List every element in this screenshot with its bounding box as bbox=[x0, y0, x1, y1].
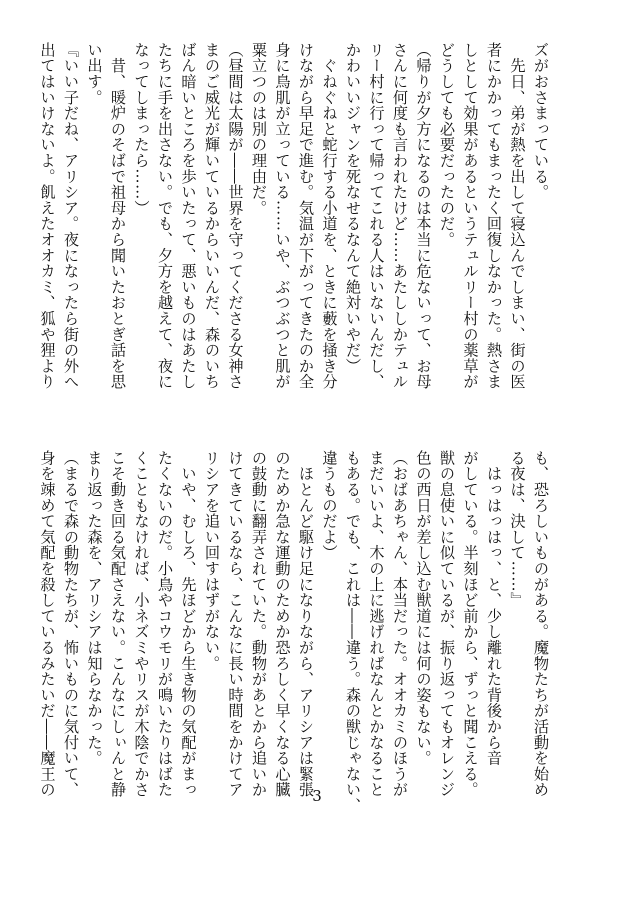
text-line: 『いい子だね、アリシア。夜になったら街の外へ bbox=[62, 42, 80, 390]
text-line: 身に鳥肌が立っている……いや、ぶつぶつと肌が bbox=[273, 42, 292, 390]
text-line: たちに手を出さない。でも、夕方を越えて、夜に bbox=[156, 42, 174, 390]
text-line: 色の西日が差し込む獣道には何の姿もない。 bbox=[414, 450, 433, 766]
text-line: ズがおさまっている。 bbox=[532, 42, 550, 200]
text-line: なってしまったら……） bbox=[132, 42, 151, 216]
text-line: がしている。半刻ほど前から、ずっと聞こえる。 bbox=[461, 450, 480, 798]
text-line: （おばあちゃん、本当だった。オオカミのほうが bbox=[391, 450, 409, 798]
text-line: 獣の息使いに似ているが、振り返ってもオレンジ bbox=[438, 450, 456, 798]
text-line: い出す。 bbox=[85, 42, 104, 106]
text-line: はっはっはっ、と、少し離れた背後から音 bbox=[485, 450, 503, 766]
text-line: （昼間は太陽が――世界を守ってくださる女神さ bbox=[226, 42, 245, 390]
text-line: の鼓動に翻弄されていた。動物があとから追いか bbox=[250, 450, 268, 798]
text-line: どうしても必要だったのだ。 bbox=[438, 42, 456, 248]
text-line: リシアを追い回すはずがない。 bbox=[203, 450, 221, 672]
text-line: まのご威光が輝いているからいいんだ、森のいち bbox=[203, 42, 221, 390]
text-line: たくないのだ。小鳥やコウモリが鳴いたりはばた bbox=[156, 450, 174, 798]
text-line: （帰りが夕方になるのは本当に危ないって、お母 bbox=[414, 42, 433, 390]
text-line: 先日、弟が熱を出して寝込んでしまい、街の医 bbox=[508, 42, 527, 390]
text-line: かわいいジャンを死なせるなんて絶対いやだ） bbox=[344, 42, 362, 374]
text-line: まだいいよ、木の上に逃げればなんとかなること bbox=[367, 450, 386, 798]
text-line: 者にかかってもまったく回復しなかった。熱さま bbox=[485, 42, 503, 390]
text-line: 粟立つのは別の理由だ。 bbox=[250, 42, 268, 216]
text-line: 昔、暖炉のそばで祖母から聞いたおとぎ話を思 bbox=[109, 42, 127, 390]
text-line: （まるで森の動物たちが、怖いものに気付いて、 bbox=[62, 450, 80, 798]
text-line: ぐねぐねと蛇行する小道を、ときに藪を掻き分 bbox=[320, 42, 339, 390]
text-line: リー村に行って帰ってこれる人はいないんだし、 bbox=[367, 42, 386, 390]
text-line: 違うものだよ） bbox=[320, 450, 339, 561]
text-line: さんに何度も言われたけど……あたししかテュル bbox=[391, 42, 409, 390]
text-line: くこともなければ、小ネズミやリスが木陰でかさ bbox=[132, 450, 151, 798]
text-line: のためか急な運動のためか恐ろしく早くなる心臓 bbox=[273, 450, 292, 798]
text-line: けてきているなら、こんなに長い時間をかけてア bbox=[226, 450, 245, 798]
text-line: る夜は、決して……』 bbox=[508, 450, 527, 608]
text-line: ほとんど駆け足になりながら、アリシアは緊張 bbox=[297, 450, 315, 798]
page-number: 3 bbox=[312, 787, 322, 805]
lower-text-block bbox=[38, 450, 552, 814]
text-line: も、恐ろしいものがある。魔物たちが活動を始め bbox=[532, 450, 550, 798]
text-line: 出てはいけないよ。飢えたオオカミ、狐や狸より bbox=[38, 42, 57, 390]
text-line: いや、むしろ、先ほどから生き物の気配がまっ bbox=[179, 450, 198, 798]
text-line: けながら早足で進む。気温が下がってきたのか全 bbox=[297, 42, 315, 390]
upper-text-block bbox=[38, 42, 552, 394]
text-line: ばん暗いところを歩いたって、悪いものはあたし bbox=[179, 42, 198, 390]
text-line: こそ動き回る気配さえない。こんなにしぃんと静 bbox=[109, 450, 127, 798]
text-line: 身を竦めて気配を殺しているみたいだ――魔王の bbox=[38, 450, 57, 798]
text-line: しとして効果があるというテュルリー村の薬草が bbox=[461, 42, 480, 390]
text-line: もある。でも、これは――違う。森の獣じゃない、 bbox=[344, 450, 362, 814]
text-line: まり返った森を、アリシアは知らなかった。 bbox=[85, 450, 104, 766]
